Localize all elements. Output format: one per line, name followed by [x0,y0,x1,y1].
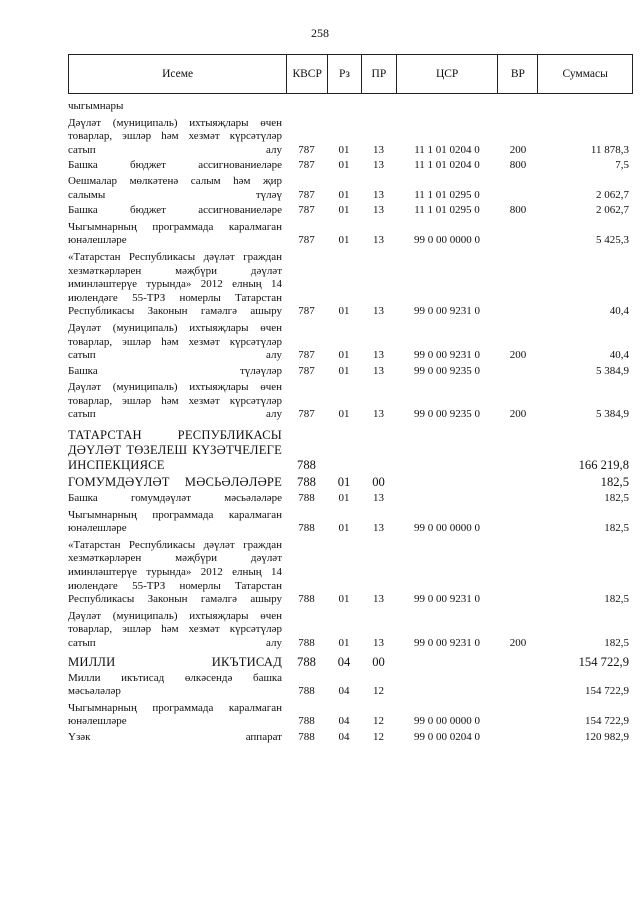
column-header-rz: Рз [327,55,361,93]
table-row [68,490,633,506]
table-row [68,94,633,114]
cell-kvsr: 788 [298,593,315,606]
cell-kvsr: 788 [297,475,316,490]
cell-pr: 13 [373,305,384,318]
cell-pr: 13 [373,522,384,535]
cell-kvsr: 788 [298,637,315,649]
cell-name: ТАТАРСТАН РЕСПУБЛИКАСЫ ДӘҮЛӘТ ТӨЗЕЛЕШ КҮЗӘТЧЕЛЕГЕ ИНСПЕКЦИЯСЕ [68,428,282,473]
table-row [68,651,633,670]
column-header-kvsr: КВСР [286,55,327,93]
cell-sum: 5 425,3 [596,234,629,247]
cell-rz: 01 [338,349,350,362]
cell-rz: 01 [338,522,350,535]
cell-pr: 00 [372,475,385,490]
cell-rz: 01 [338,234,350,247]
table-row [68,319,633,363]
cell-csr: 99 0 00 9231 0 [414,305,480,318]
cell-csr: 99 0 00 0000 0 [414,715,480,728]
budget-table [68,54,633,745]
column-header-name: Исеме [162,68,194,80]
cell-rz: 01 [338,364,350,377]
cell-rz: 01 [338,143,350,156]
cell-name: Чыгымнарның программада каралмаган юнәлешләре [68,508,282,535]
table-row [68,114,633,158]
cell-pr: 13 [373,637,384,649]
cell-pr: 13 [373,492,384,505]
table-row [68,699,633,729]
cell-kvsr: 787 [298,234,315,247]
table-row [68,473,633,490]
cell-sum: 154 722,9 [585,685,629,698]
cell-name: Дәүләт (муниципаль) ихтыяҗлары өчен товарлар, эшләр һәм хезмәт күрсәтүләр сатып алу [68,609,282,649]
table-row [68,378,633,422]
cell-csr: 99 0 00 0000 0 [414,522,480,535]
cell-pr: 12 [373,715,384,728]
table-row [68,173,633,202]
column-header-sum: Суммасы [537,55,632,93]
cell-rz: 04 [337,654,351,669]
cell-pr: 13 [373,188,384,201]
cell-csr: 11 1 01 0204 0 [414,159,480,172]
cell-sum: 5 384,9 [596,364,629,377]
cell-kvsr: 787 [298,188,315,201]
cell-sum: 40,4 [609,305,629,318]
cell-name: Башка түләүләр [68,364,282,377]
column-header-csr: ЦСР [396,55,498,93]
table-header [68,54,633,94]
cell-csr: 99 0 00 0204 0 [414,730,480,743]
cell-sum: 154 722,9 [578,654,629,669]
cell-rz: 01 [338,492,350,505]
cell-kvsr: 787 [298,305,315,318]
cell-rz: 01 [337,475,351,490]
cell-name: Дәүләт (муниципаль) ихтыяҗлары өчен товарлар, эшләр һәм хезмәт күрсәтүләр сатып алу [68,116,282,156]
table-row [68,607,633,651]
cell-name: Башка гомумдәүләт мәсьәләләре [68,492,282,505]
cell-name: «Татарстан Республикасы дәүләт граждан хезмәткәрләрен мәҗбүри дәүләт иминләштерүе турында» 2012 елның 14 июлендәге 55-ТРЗ номерлы Татарстан Республикасы Законын гамәлгә ашыру [68,250,282,318]
cell-pr: 13 [373,408,384,421]
cell-kvsr: 787 [298,204,315,217]
cell-pr: 13 [373,593,384,606]
cell-csr: 99 0 00 0000 0 [414,234,480,247]
cell-rz: 01 [338,305,350,318]
cell-rz: 04 [338,730,350,743]
table-row [68,363,633,379]
cell-name: Башка бюджет ассигнованиеләре [68,204,282,217]
table-body [68,94,633,745]
table-row [68,729,633,745]
cell-csr: 99 0 00 9231 0 [414,593,480,606]
cell-sum: 182,5 [604,637,629,649]
table-row [68,422,633,473]
cell-kvsr: 787 [298,364,315,377]
cell-pr: 13 [373,159,384,172]
cell-sum: 40,4 [609,349,629,362]
cell-sum: 182,5 [600,475,629,490]
cell-pr: 12 [373,685,384,698]
cell-vr: 200 [509,637,527,649]
cell-csr: 99 0 00 9235 0 [414,408,480,421]
cell-name: Милли икътисад өлкәсендә башка мәсьәләләр [68,671,282,698]
cell-csr: 99 0 00 9231 0 [414,637,480,649]
table-row [68,248,633,319]
cell-sum: 120 982,9 [585,730,629,743]
cell-kvsr: 787 [298,408,315,421]
cell-vr: 200 [509,349,527,362]
cell-sum: 182,5 [604,492,629,505]
cell-sum: 182,5 [604,593,629,606]
cell-rz: 01 [338,637,350,649]
column-header-pr: ПР [361,55,396,93]
table-row [68,536,633,607]
cell-csr: 11 1 01 0295 0 [414,204,480,217]
cell-name: чыгымнары [68,100,124,112]
cell-kvsr: 788 [297,654,316,669]
cell-name: Чыгымнарның программада каралмаган юнәлешләре [68,220,282,247]
cell-sum: 182,5 [604,522,629,535]
cell-kvsr: 788 [298,492,315,505]
cell-name: МИЛЛИ ИКЪТИСАД [68,654,282,669]
cell-kvsr: 787 [298,349,315,362]
cell-sum: 11 878,3 [590,143,629,156]
cell-rz: 01 [338,204,350,217]
cell-sum: 154 722,9 [585,715,629,728]
cell-rz: 01 [338,188,350,201]
column-header-vr: ВР [497,55,537,93]
table-row [68,202,633,218]
cell-name: Чыгымнарның программада каралмаган юнәлешләре [68,701,282,728]
cell-pr: 12 [373,730,384,743]
cell-name: ГОМУМДӘҮЛӘТ МӘСЬӘЛӘЛӘРЕ [68,475,282,490]
cell-name: Дәүләт (муниципаль) ихтыяҗлары өчен товарлар, эшләр һәм хезмәт күрсәтүләр сатып алу [68,381,282,421]
cell-pr: 13 [373,349,384,362]
cell-name: Дәүләт (муниципаль) ихтыяҗлары өчен товарлар, эшләр һәм хезмәт күрсәтүләр сатып алу [68,321,282,362]
cell-vr: 200 [509,143,527,156]
cell-kvsr: 788 [298,522,315,535]
cell-kvsr: 787 [298,143,315,156]
page-number: 258 [311,26,329,40]
cell-sum: 2 062,7 [596,204,629,217]
cell-kvsr: 787 [298,159,315,172]
cell-kvsr: 788 [298,715,315,728]
cell-pr: 00 [372,654,385,669]
cell-sum: 5 384,9 [596,408,629,421]
cell-vr: 800 [509,204,527,217]
cell-name: Үзәк аппарат [68,730,282,743]
cell-vr: 800 [509,159,527,172]
cell-csr: 99 0 00 9231 0 [414,349,480,362]
table-row [68,157,633,173]
cell-csr: 99 0 00 9235 0 [414,364,480,377]
cell-sum: 2 062,7 [596,188,629,201]
cell-kvsr: 788 [298,730,315,743]
cell-kvsr: 788 [298,685,315,698]
cell-pr: 13 [373,143,384,156]
cell-pr: 13 [373,234,384,247]
cell-rz: 04 [338,685,350,698]
table-row [68,670,633,699]
cell-vr: 200 [509,408,527,421]
cell-rz: 01 [338,159,350,172]
cell-rz: 01 [338,593,350,606]
cell-csr: 11 1 01 0204 0 [414,143,480,156]
cell-sum: 166 219,8 [578,458,629,473]
table-row [68,218,633,248]
cell-rz: 01 [338,408,350,421]
table-row [68,506,633,536]
cell-pr: 13 [373,204,384,217]
cell-rz: 04 [338,715,350,728]
cell-name: Оешмалар мөлкәтенә салым һәм җир салымы түләү [68,174,282,201]
cell-kvsr: 788 [297,458,316,473]
cell-name: «Татарстан Республикасы дәүләт граждан хезмәткәрләрен мәҗбүри дәүләт иминләштерүе турында» 2012 елның 14 июлендәге 55-ТРЗ номерлы Татарстан Республикасы Законын гамәлгә ашыру [68,538,282,606]
cell-csr: 11 1 01 0295 0 [414,188,480,201]
cell-pr: 13 [373,364,384,377]
cell-sum: 7,5 [615,159,629,172]
cell-name: Башка бюджет ассигнованиеләре [68,159,282,172]
